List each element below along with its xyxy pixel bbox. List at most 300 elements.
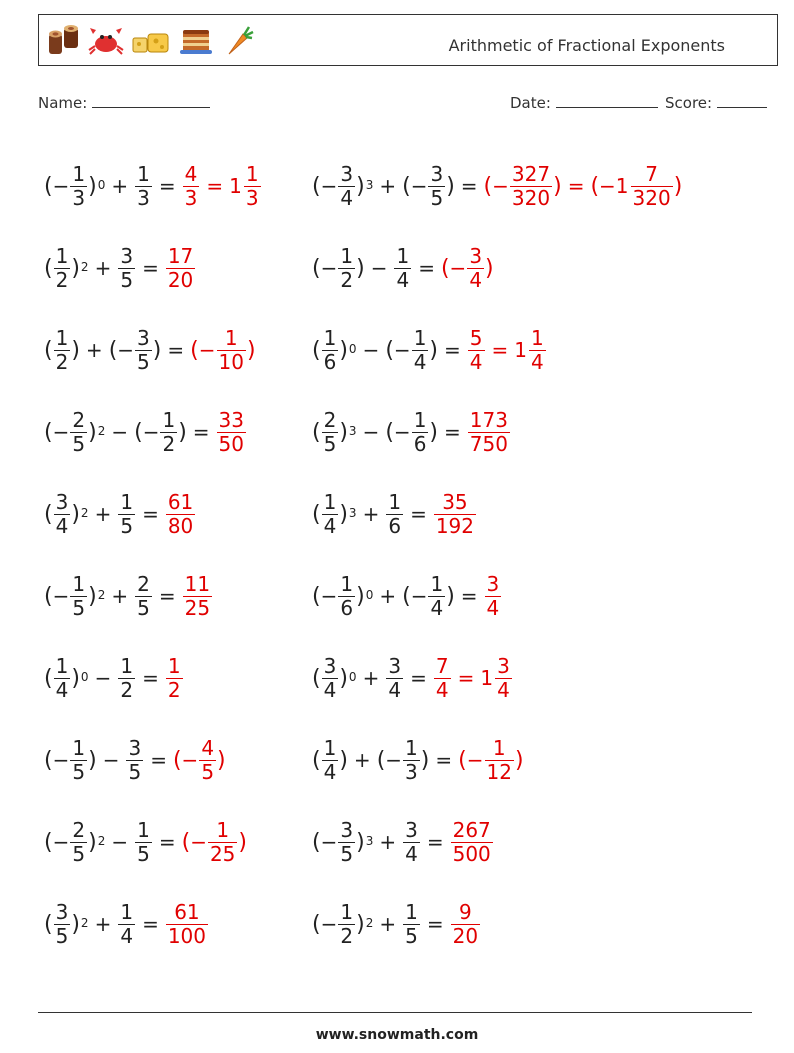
- numerator: 7: [435, 653, 449, 678]
- fraction: [468, 325, 485, 374]
- term: [134, 571, 153, 620]
- exponent: 2: [80, 505, 89, 520]
- close-paren: ): [88, 419, 97, 445]
- problem-row: [44, 883, 262, 965]
- denominator: 4: [340, 185, 354, 210]
- equals-sign: =: [410, 666, 427, 690]
- equals-sign: =: [426, 830, 444, 854]
- denominator: 4: [323, 759, 337, 784]
- denominator: 5: [55, 923, 69, 948]
- denominator: 2: [340, 267, 354, 292]
- term: [117, 243, 136, 292]
- denominator: 5: [137, 349, 150, 374]
- denominator: 5: [72, 595, 86, 620]
- minus-sign: −: [190, 830, 207, 854]
- term: [44, 817, 106, 866]
- denominator: 2: [55, 267, 69, 292]
- problem-row: [312, 227, 682, 309]
- term: [108, 325, 162, 374]
- term: [312, 325, 357, 374]
- denominator: 5: [72, 841, 86, 866]
- close-paren: ): [339, 419, 348, 445]
- term: [44, 407, 106, 456]
- answer: [165, 243, 196, 292]
- exponent: 0: [365, 587, 374, 602]
- term: [312, 161, 374, 210]
- answer: [440, 243, 494, 292]
- denominator: 5: [405, 923, 418, 948]
- denominator: 6: [323, 349, 337, 374]
- numerator: 1: [396, 243, 410, 268]
- fraction: [183, 571, 212, 620]
- numerator: 3: [388, 653, 402, 678]
- exponent: 3: [348, 423, 357, 438]
- minus-sign: −: [492, 174, 509, 198]
- equals-sign: =: [158, 830, 176, 854]
- term: [312, 817, 374, 866]
- open-paren: (: [44, 583, 53, 609]
- fraction: [70, 571, 87, 620]
- denominator: 4: [469, 267, 483, 292]
- denominator: 4: [323, 677, 337, 702]
- close-paren: ): [238, 829, 247, 855]
- problem-row: [312, 473, 682, 555]
- mixed-number: [229, 161, 261, 210]
- open-paren: (: [312, 419, 321, 445]
- close-paren: ): [246, 337, 256, 363]
- problem-row: [312, 309, 682, 391]
- crab-icon: [87, 24, 125, 58]
- open-paren: (: [44, 665, 53, 691]
- numerator: 2: [72, 407, 86, 432]
- numerator: 1: [340, 243, 354, 268]
- operator: −: [362, 420, 380, 444]
- answer: [450, 817, 494, 866]
- minus-sign: −: [198, 338, 216, 362]
- fraction: [495, 653, 512, 702]
- fraction: [166, 243, 195, 292]
- problem-row: [312, 801, 682, 883]
- fraction: [403, 817, 420, 866]
- numerator: 1: [162, 407, 176, 432]
- denominator: 25: [184, 595, 211, 620]
- problem-row: [312, 719, 682, 801]
- denominator: 5: [120, 513, 134, 538]
- equals-sign: =: [567, 174, 585, 198]
- denominator: 80: [167, 513, 194, 538]
- equals-sign: =: [435, 748, 453, 772]
- minus-sign: −: [52, 584, 70, 608]
- close-paren: ): [88, 583, 97, 609]
- numerator: 5: [469, 325, 483, 350]
- term: [402, 571, 455, 620]
- minus-sign: −: [320, 912, 338, 936]
- close-paren: ): [339, 747, 348, 773]
- operator: +: [111, 174, 129, 198]
- footer-url[interactable]: www.snowmath.com: [315, 1027, 479, 1043]
- date-blank[interactable]: [556, 93, 658, 108]
- operator: +: [379, 912, 397, 936]
- problem-row: [312, 391, 682, 473]
- numerator: 1: [120, 489, 134, 514]
- numerator: 1: [137, 161, 150, 186]
- problem-row: [44, 473, 262, 555]
- open-paren: (: [590, 173, 600, 199]
- minus-sign: −: [320, 830, 338, 854]
- numerator: 1: [531, 325, 544, 350]
- fraction: [386, 489, 403, 538]
- fraction: [428, 161, 445, 210]
- minus-sign: −: [393, 338, 411, 362]
- minus-sign: −: [52, 748, 70, 772]
- numerator: 3: [137, 325, 150, 350]
- fraction: [118, 243, 135, 292]
- fraction: [199, 735, 216, 784]
- fraction: [338, 243, 355, 292]
- denominator: 20: [167, 267, 194, 292]
- fraction: [160, 407, 177, 456]
- numerator: 3: [405, 817, 418, 842]
- close-paren: ): [356, 173, 365, 199]
- open-paren: (: [44, 829, 53, 855]
- fraction: [338, 817, 355, 866]
- denominator: 5: [72, 759, 86, 784]
- exponent: 3: [348, 505, 357, 520]
- minus-sign: −: [410, 174, 428, 198]
- denominator: 2: [55, 349, 69, 374]
- close-paren: ): [553, 173, 562, 199]
- problem-row: [44, 227, 262, 309]
- open-paren: (: [44, 747, 53, 773]
- numerator: 1: [137, 817, 150, 842]
- answer: [216, 407, 247, 456]
- fraction: [631, 161, 673, 210]
- denominator: 6: [388, 513, 402, 538]
- close-paren: ): [673, 173, 683, 199]
- fraction: [135, 817, 152, 866]
- denominator: 25: [209, 841, 236, 866]
- answer: [165, 653, 184, 702]
- numerator: 1: [55, 243, 69, 268]
- numerator: 173: [469, 407, 508, 432]
- term: [117, 489, 136, 538]
- answer: [182, 161, 262, 210]
- close-paren: ): [178, 419, 187, 445]
- equals-sign: =: [410, 502, 427, 526]
- open-paren: (: [190, 337, 199, 363]
- exponent: 3: [365, 177, 374, 192]
- denominator: 5: [128, 759, 142, 784]
- term: [312, 243, 365, 292]
- numerator: 1: [430, 571, 444, 596]
- close-paren: ): [356, 829, 365, 855]
- open-paren: (: [312, 829, 321, 855]
- numerator: 61: [167, 489, 194, 514]
- minus-sign: −: [320, 256, 338, 280]
- minus-sign: −: [117, 338, 135, 362]
- minus-sign: −: [320, 584, 338, 608]
- problem-row: [44, 637, 262, 719]
- term: [117, 899, 136, 948]
- score-label: Score:: [665, 94, 713, 112]
- term: [385, 325, 439, 374]
- open-paren: (: [385, 419, 394, 445]
- close-paren: ): [88, 173, 97, 199]
- denominator: 3: [184, 185, 198, 210]
- term: [44, 899, 89, 948]
- score-field: [665, 93, 767, 112]
- numerator: 17: [167, 243, 194, 268]
- fraction: [70, 817, 87, 866]
- denominator: 10: [218, 349, 244, 374]
- close-paren: ): [339, 337, 348, 363]
- term: [402, 817, 421, 866]
- open-paren: (: [312, 747, 321, 773]
- operator: +: [85, 338, 103, 362]
- denominator: 4: [531, 349, 544, 374]
- numerator: 3: [55, 489, 69, 514]
- problem-row: [44, 145, 262, 227]
- problem-row: [312, 637, 682, 719]
- operator: +: [94, 912, 112, 936]
- whole-part: −1: [599, 174, 629, 198]
- fraction: [208, 817, 237, 866]
- open-paren: (: [376, 747, 386, 773]
- answer: [458, 735, 524, 784]
- numerator: 327: [511, 161, 551, 186]
- numerator: 9: [458, 899, 472, 924]
- fraction: [217, 325, 246, 374]
- equals-sign: =: [142, 502, 159, 526]
- denominator: 5: [120, 267, 134, 292]
- numerator: 2: [72, 817, 86, 842]
- score-blank[interactable]: [717, 93, 767, 108]
- numerator: 4: [184, 161, 198, 186]
- operator: −: [370, 256, 388, 280]
- exponent: 3: [365, 833, 374, 848]
- denominator: 750: [469, 431, 508, 456]
- denominator: 4: [55, 677, 69, 702]
- minus-sign: −: [449, 256, 467, 280]
- numerator: 1: [405, 899, 418, 924]
- denominator: 12: [486, 759, 512, 784]
- numerator: 3: [55, 899, 69, 924]
- denominator: 2: [340, 923, 354, 948]
- close-paren: ): [356, 255, 365, 281]
- cheese-icon: [131, 24, 171, 58]
- exponent: 2: [365, 915, 374, 930]
- fraction: [322, 325, 339, 374]
- denominator: 4: [323, 513, 337, 538]
- answer: [165, 489, 196, 538]
- equals-sign: =: [460, 584, 478, 608]
- exponent: 2: [97, 423, 106, 438]
- term: [44, 325, 80, 374]
- numerator: 1: [72, 571, 86, 596]
- fraction: [54, 653, 71, 702]
- fraction: [412, 407, 429, 456]
- close-paren: ): [339, 501, 348, 527]
- name-field: [38, 93, 210, 112]
- numerator: 33: [218, 407, 244, 432]
- term: [312, 899, 374, 948]
- footer-divider: [38, 1012, 752, 1013]
- fraction: [338, 571, 355, 620]
- denominator: 4: [388, 677, 402, 702]
- open-paren: (: [44, 173, 53, 199]
- numerator: 3: [340, 161, 354, 186]
- fraction: [322, 489, 339, 538]
- numerator: 11: [184, 571, 211, 596]
- worksheet-title: Arithmetic of Fractional Exponents: [448, 36, 725, 55]
- log-rolls-icon: [47, 24, 81, 58]
- open-paren: (: [44, 255, 53, 281]
- answer: [172, 735, 226, 784]
- term: [312, 735, 348, 784]
- minus-sign: −: [52, 174, 70, 198]
- name-blank[interactable]: [92, 93, 210, 108]
- fraction: [322, 653, 339, 702]
- denominator: 6: [413, 431, 427, 456]
- close-paren: ): [446, 583, 455, 609]
- close-paren: ): [356, 911, 365, 937]
- term: [312, 653, 357, 702]
- answer: [190, 325, 256, 374]
- fraction: [135, 325, 152, 374]
- numerator: 3: [497, 653, 510, 678]
- close-paren: ): [429, 337, 439, 363]
- minus-sign: −: [181, 748, 199, 772]
- operator: +: [94, 502, 112, 526]
- term: [402, 899, 421, 948]
- minus-sign: −: [52, 830, 70, 854]
- minus-sign: −: [393, 420, 411, 444]
- open-paren: (: [44, 501, 53, 527]
- term: [385, 407, 439, 456]
- fraction: [467, 243, 484, 292]
- cake-icon: [177, 24, 215, 58]
- operator: +: [379, 174, 397, 198]
- denominator: 500: [452, 841, 491, 866]
- denominator: 5: [340, 841, 354, 866]
- denominator: 4: [55, 513, 69, 538]
- close-paren: ): [217, 747, 226, 773]
- answer: [467, 325, 547, 374]
- close-paren: ): [420, 747, 430, 773]
- denominator: 4: [430, 595, 444, 620]
- open-paren: (: [44, 337, 53, 363]
- close-paren: ): [429, 419, 439, 445]
- term: [134, 161, 153, 210]
- denominator: 2: [120, 677, 134, 702]
- close-paren: ): [152, 337, 162, 363]
- minus-sign: −: [142, 420, 160, 444]
- open-paren: (: [402, 173, 411, 199]
- whole-part: 1: [480, 666, 494, 690]
- mixed-number: [480, 653, 512, 702]
- equals-sign: =: [426, 912, 444, 936]
- denominator: 2: [162, 431, 176, 456]
- numerator: 3: [120, 243, 134, 268]
- term: [385, 489, 404, 538]
- term: [376, 735, 430, 784]
- denominator: 3: [245, 185, 259, 210]
- open-paren: (: [402, 583, 411, 609]
- equals-sign: =: [150, 748, 167, 772]
- term: [117, 653, 136, 702]
- fraction: [244, 161, 261, 210]
- denominator: 4: [486, 595, 500, 620]
- minus-sign: −: [52, 420, 70, 444]
- problem-row: [312, 883, 682, 965]
- denominator: 5: [72, 431, 86, 456]
- minus-sign: −: [385, 748, 403, 772]
- answer: [433, 653, 513, 702]
- answer: [467, 407, 511, 456]
- fraction: [166, 489, 195, 538]
- close-paren: ): [514, 747, 524, 773]
- numerator: 3: [340, 817, 354, 842]
- problem-row: [44, 309, 262, 391]
- numerator: 4: [201, 735, 215, 760]
- numerator: 1: [72, 735, 86, 760]
- numerator: 1: [323, 489, 337, 514]
- operator: +: [362, 666, 380, 690]
- fraction: [485, 735, 514, 784]
- problem-row: [44, 555, 262, 637]
- numerator: 1: [72, 161, 86, 186]
- exponent: 2: [97, 833, 106, 848]
- fraction: [54, 325, 71, 374]
- fraction: [451, 817, 493, 866]
- name-label: Name:: [38, 94, 88, 112]
- answer: [484, 571, 503, 620]
- carrot-icon: [221, 24, 255, 58]
- denominator: 5: [137, 595, 150, 620]
- open-paren: (: [108, 337, 118, 363]
- open-paren: (: [312, 911, 321, 937]
- fraction: [468, 407, 510, 456]
- open-paren: (: [312, 173, 321, 199]
- denominator: 4: [435, 677, 449, 702]
- numerator: 2: [137, 571, 150, 596]
- denominator: 4: [469, 349, 483, 374]
- open-paren: (: [134, 419, 143, 445]
- numerator: 1: [55, 325, 69, 350]
- numerator: 1: [323, 325, 337, 350]
- close-paren: ): [71, 255, 80, 281]
- close-paren: ): [71, 911, 80, 937]
- term: [402, 161, 455, 210]
- term: [44, 489, 89, 538]
- term: [44, 653, 89, 702]
- denominator: 4: [413, 349, 427, 374]
- numerator: 1: [492, 735, 506, 760]
- whole-part: 1: [229, 174, 242, 198]
- fraction: [54, 243, 71, 292]
- close-paren: ): [485, 255, 494, 281]
- fraction: [412, 325, 429, 374]
- numerator: 1: [323, 735, 337, 760]
- numerator: 7: [645, 161, 658, 186]
- operator: +: [379, 584, 397, 608]
- numerator: 1: [216, 817, 230, 842]
- close-paren: ): [71, 665, 80, 691]
- fraction: [118, 899, 135, 948]
- denominator: 5: [137, 841, 150, 866]
- exponent: 2: [80, 915, 89, 930]
- exponent: 0: [80, 669, 89, 684]
